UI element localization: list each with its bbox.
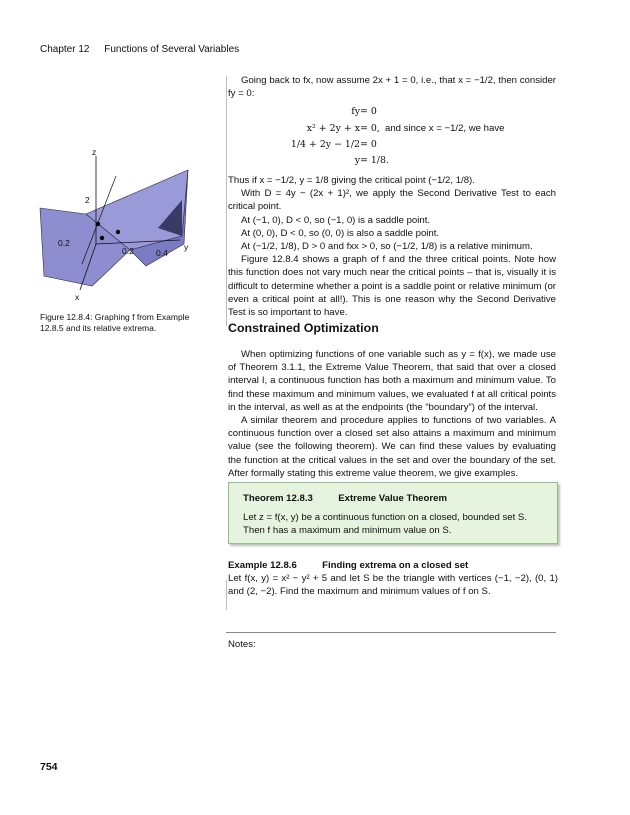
tick-04: 0.4 xyxy=(156,248,168,258)
saddle-line-1: At (−1, 0), D < 0, so (−1, 0) is a saddle point. xyxy=(241,214,431,226)
section-body xyxy=(228,348,556,480)
intro-paragraph xyxy=(228,74,556,100)
equation-rhs: = 1/8. xyxy=(360,155,389,166)
equation-rhs: = 0, xyxy=(360,123,380,134)
y-axis-label: y xyxy=(184,242,189,252)
equation-lhs: y xyxy=(354,155,360,166)
section-paragraph-2: A similar theorem and procedure applies to functions of two variables. A continuous function over a closed set also attains a maximum and minimum value (see the following theorem). We can find these values by evaluating the function at the critical values in the set and over the boundary of the set. After formally stating this extreme value theorem, we give examples. xyxy=(228,415,556,479)
minimum-line: At (−1/2, 1/8), D > 0 and fxx > 0, so (−1/2, 1/8) is a relative minimum. xyxy=(241,241,533,253)
equation-lhs: fy xyxy=(351,106,360,117)
derivative-test-line: With D = 4y − (2x + 1)², we apply the Second Derivative Test to each critical point. xyxy=(228,188,556,213)
saddle-line-2: At (0, 0), D < 0, so (0, 0) is also a saddle point. xyxy=(241,227,440,239)
equation-lhs: 1/4 + 2y − 1/2 xyxy=(290,139,360,150)
notes-label: Notes: xyxy=(228,639,256,650)
critical-point xyxy=(96,222,100,226)
example-title xyxy=(228,560,558,571)
tick-neg02: 0.2 xyxy=(58,238,70,248)
surface-figure xyxy=(38,148,228,308)
chapter-title: Functions of Several Variables xyxy=(104,44,240,55)
critical-point xyxy=(116,230,120,234)
equation-block xyxy=(230,106,560,166)
equation-lhs: x² + 2y + x xyxy=(306,123,360,134)
theorem-title xyxy=(243,493,447,504)
notes-divider xyxy=(226,632,556,633)
margin-rule-example xyxy=(226,580,227,610)
critical-point-line: Thus if x = −1/2, y = 1/8 giving the critical point (−1/2, 1/8). xyxy=(228,175,475,186)
x-axis-label: x xyxy=(75,292,80,302)
example-body: Let f(x, y) = x² − y² + 5 and let S be the triangle with vertices (−1, −2), (0, 1) and (2, −2). Find the maximum and minimum values of f on S. xyxy=(228,573,558,598)
results-block xyxy=(228,174,556,319)
critical-point xyxy=(100,236,104,240)
tick-02: 0.2 xyxy=(122,246,134,256)
section-paragraph-1: When optimizing functions of one variable such as y = f(x), we made use of Theorem 3.1.1, the Extreme Value Theorem, that said that over a closed interval I, a continuous function has both a maximum and minimum value. To find these maximum and minimum values, we evaluated f at all critical points in the interval, as well as at the endpoints (the “boundary”) of the interval. xyxy=(228,349,556,413)
equation-note: and since x = −1/2, we have xyxy=(385,123,505,134)
theorem-box xyxy=(228,482,558,544)
equation-row xyxy=(230,139,430,153)
intro-text: Going back to fx, now assume 2x + 1 = 0, i.e., that x = −1/2, then consider fy = 0: xyxy=(228,75,556,100)
chapter-label: Chapter 12 xyxy=(40,44,90,55)
section-heading: Constrained Optimization xyxy=(228,321,379,335)
example-block xyxy=(228,560,558,598)
theorem-body: Let z = f(x, y) be a continuous function on a closed, bounded set S. Then f has a maximum and minimum value on S. xyxy=(243,512,527,536)
equation-row xyxy=(230,123,505,137)
tick-z-2: 2 xyxy=(85,195,90,205)
section-heading-wrap xyxy=(228,321,379,335)
example-name: Finding extrema on a closed set xyxy=(322,560,469,571)
z-axis-label: z xyxy=(92,148,97,157)
page-number: 754 xyxy=(40,761,58,773)
equation-row xyxy=(230,155,430,169)
running-header xyxy=(40,44,251,55)
example-label: Example 12.8.6 xyxy=(228,560,297,571)
figure-caption: Figure 12.8.4: Graphing f from Example 12.8.5 and its relative extrema. xyxy=(40,312,190,333)
equation-row xyxy=(230,106,430,120)
figure-discussion: Figure 12.8.4 shows a graph of f and the three critical points. Note how this function does not vary much near the critical points – that is, visually it is difficult to determine whether a point is a saddle point or relative minimum (or even a critical point at all!). This is one reason why the Second Derivative Test is so important to have. xyxy=(228,254,556,319)
equation-rhs: = 0 xyxy=(360,139,377,150)
equation-rhs: = 0 xyxy=(360,106,377,117)
theorem-name: Extreme Value Theorem xyxy=(338,493,447,504)
theorem-label: Theorem 12.8.3 xyxy=(243,493,313,504)
